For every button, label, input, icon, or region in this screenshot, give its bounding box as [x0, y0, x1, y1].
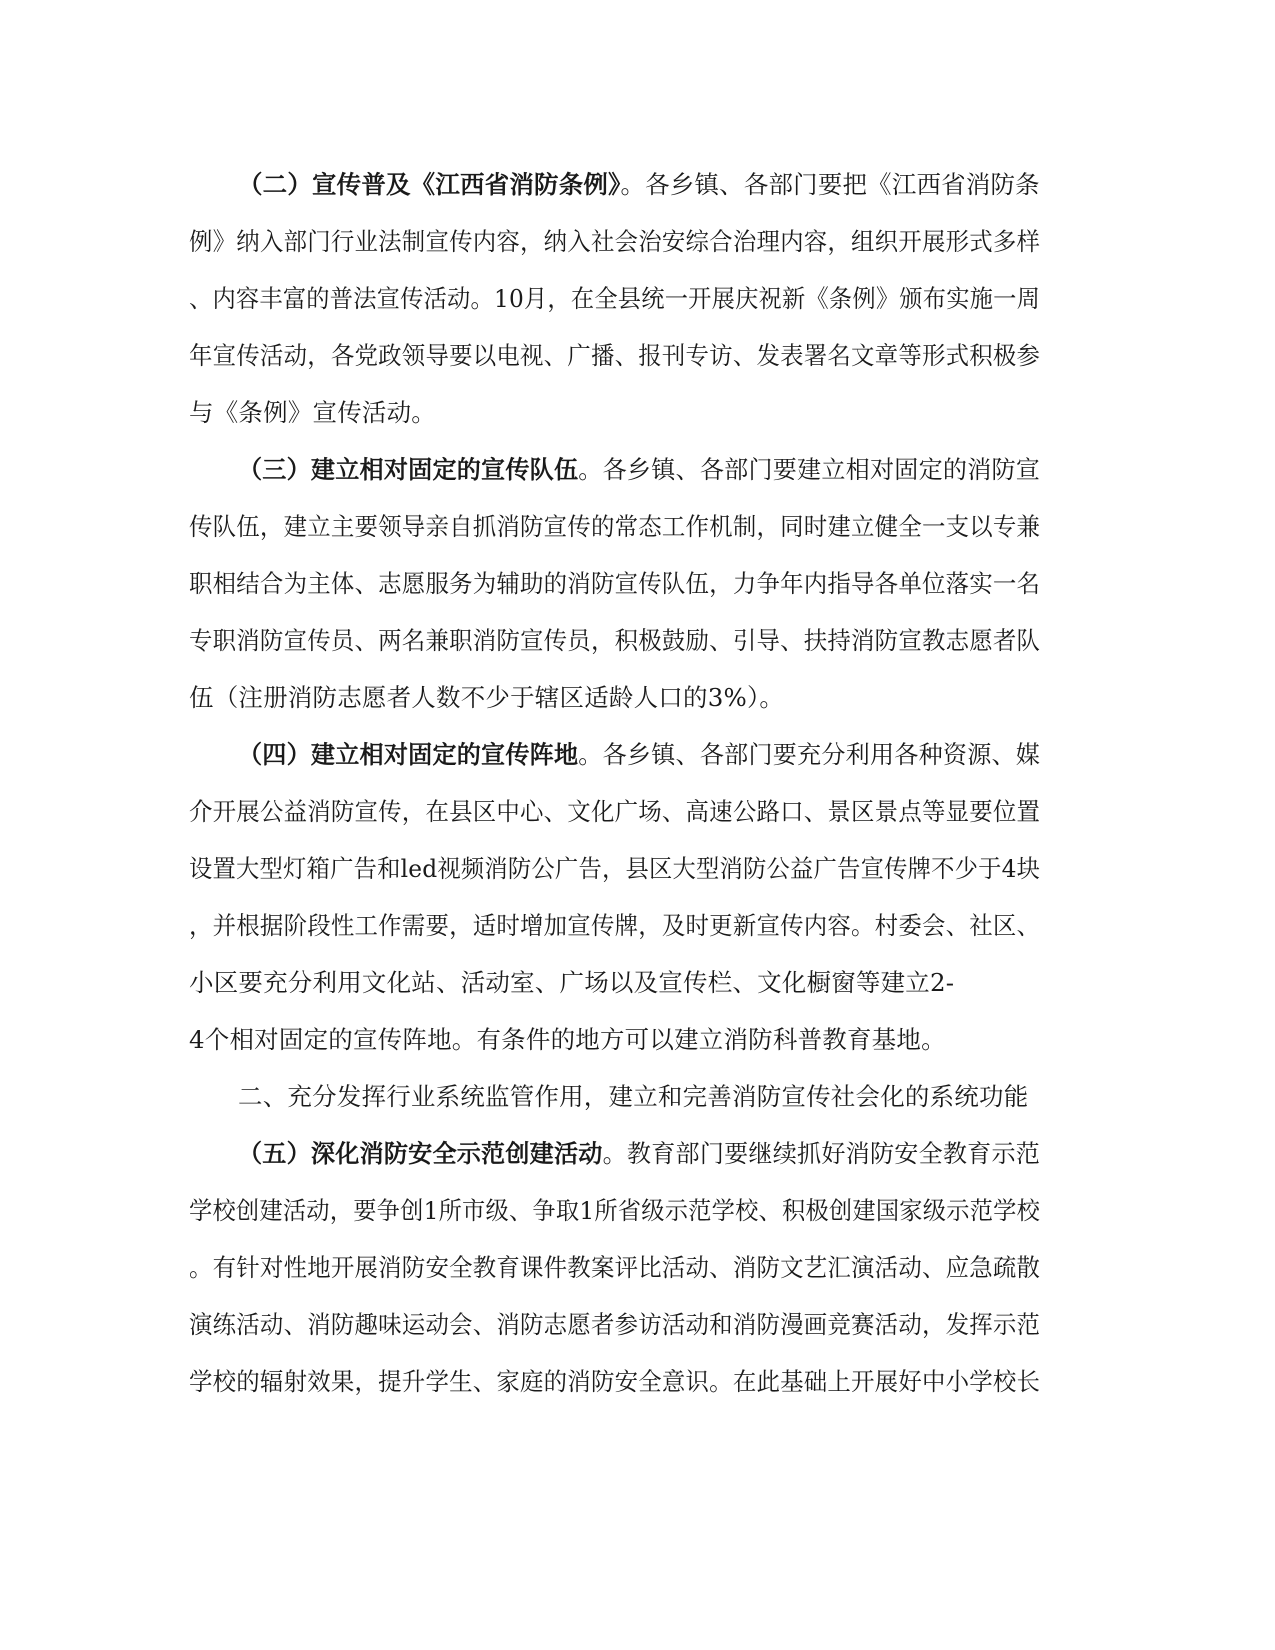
line-text: 、内容丰富的普法宣传活动。10月，在全县统一开展庆祝新《条例》颁布实施一周	[189, 284, 1041, 313]
paragraph-4-line-1	[238, 735, 1040, 775]
line-text: 演练活动、消防趣味运动会、消防志愿者参访活动和消防漫画竞赛活动，发挥示范	[189, 1310, 1041, 1339]
paragraph-5-line-5	[189, 1362, 1040, 1402]
paragraph-3-line-1	[238, 450, 1040, 490]
paragraph-4-line-5	[189, 963, 954, 1003]
paragraph-2-line-2	[189, 222, 1040, 262]
line-text: 设置大型灯箱广告和led视频消防公广告，县区大型消防公益广告宣传牌不少于4块	[189, 854, 1041, 883]
paragraph-3-line-5	[189, 678, 784, 718]
section-title: 二、充分发挥行业系统监管作用，建立和完善消防宣传社会化的系统功能	[238, 1082, 1029, 1111]
line-text: 学校创建活动，要争创1所市级、争取1所省级示范学校、积极创建国家级示范学校	[189, 1196, 1041, 1225]
line-text: 。各乡镇、各部门要建立相对固定的消防宣	[578, 455, 1041, 484]
paragraph-4-line-3	[189, 849, 1040, 889]
paragraph-5-line-3	[189, 1248, 1040, 1288]
paragraph-2-heading: （二）宣传普及《江西省消防条例》	[238, 170, 621, 199]
line-text: 年宣传活动，各党政领导要以电视、广播、报刊专访、发表署名文章等形式积极参	[189, 341, 1041, 370]
paragraph-5-heading: （五）深化消防安全示范创建活动	[238, 1139, 603, 1168]
paragraph-4-line-4	[189, 906, 1040, 946]
paragraph-5-line-1	[238, 1134, 1040, 1174]
line-text: 伍（注册消防志愿者人数不少于辖区适龄人口的3%）。	[189, 683, 785, 712]
line-text: 例》纳入部门行业法制宣传内容，纳入社会治安综合治理内容，组织开展形式多样	[189, 227, 1041, 256]
paragraph-2-line-4	[189, 336, 1040, 376]
paragraph-4-line-6	[189, 1020, 946, 1060]
paragraph-3-heading: （三）建立相对固定的宣传队伍	[238, 455, 579, 484]
line-text: 。各乡镇、各部门要把《江西省消防条	[620, 170, 1040, 199]
line-text: 职相结合为主体、志愿服务为辅助的消防宣传队伍，力争年内指导各单位落实一名	[189, 569, 1041, 598]
paragraph-5-line-4	[189, 1305, 1040, 1345]
line-text: 。有针对性地开展消防安全教育课件教案评比活动、消防文艺汇演活动、应急疏散	[189, 1253, 1041, 1282]
line-text: 传队伍，建立主要领导亲自抓消防宣传的常态工作机制，同时建立健全一支以专兼	[189, 512, 1041, 541]
line-text: 与《条例》宣传活动。	[189, 398, 436, 427]
section-heading-2	[238, 1077, 1028, 1117]
paragraph-2-line-1	[238, 165, 1040, 205]
line-text: 介开展公益消防宣传，在县区中心、文化广场、高速公路口、景区景点等显要位置	[189, 797, 1041, 826]
line-text: 。教育部门要继续抓好消防安全教育示范	[602, 1139, 1041, 1168]
paragraph-4-heading: （四）建立相对固定的宣传阵地	[238, 740, 579, 769]
line-text: 。各乡镇、各部门要充分利用各种资源、媒	[578, 740, 1041, 769]
paragraph-2-line-3	[189, 279, 1040, 319]
paragraph-5-line-2	[189, 1191, 1040, 1231]
line-text: 4个相对固定的宣传阵地。有条件的地方可以建立消防科普教育基地。	[189, 1025, 946, 1054]
line-text: 学校的辐射效果，提升学生、家庭的消防安全意识。在此基础上开展好中小学校长	[189, 1367, 1041, 1396]
paragraph-4-line-2	[189, 792, 1040, 832]
line-text: 专职消防宣传员、两名兼职消防宣传员，积极鼓励、引导、扶持消防宣教志愿者队	[189, 626, 1041, 655]
line-text: 小区要充分利用文化站、活动室、广场以及宣传栏、文化橱窗等建立2-	[189, 968, 955, 997]
paragraph-3-line-2	[189, 507, 1040, 547]
paragraph-3-line-3	[189, 564, 1040, 604]
paragraph-3-line-4	[189, 621, 1040, 661]
line-text: ，并根据阶段性工作需要，适时增加宣传牌，及时更新宣传内容。村委会、社区、	[189, 911, 1041, 940]
paragraph-2-line-5	[189, 393, 436, 433]
